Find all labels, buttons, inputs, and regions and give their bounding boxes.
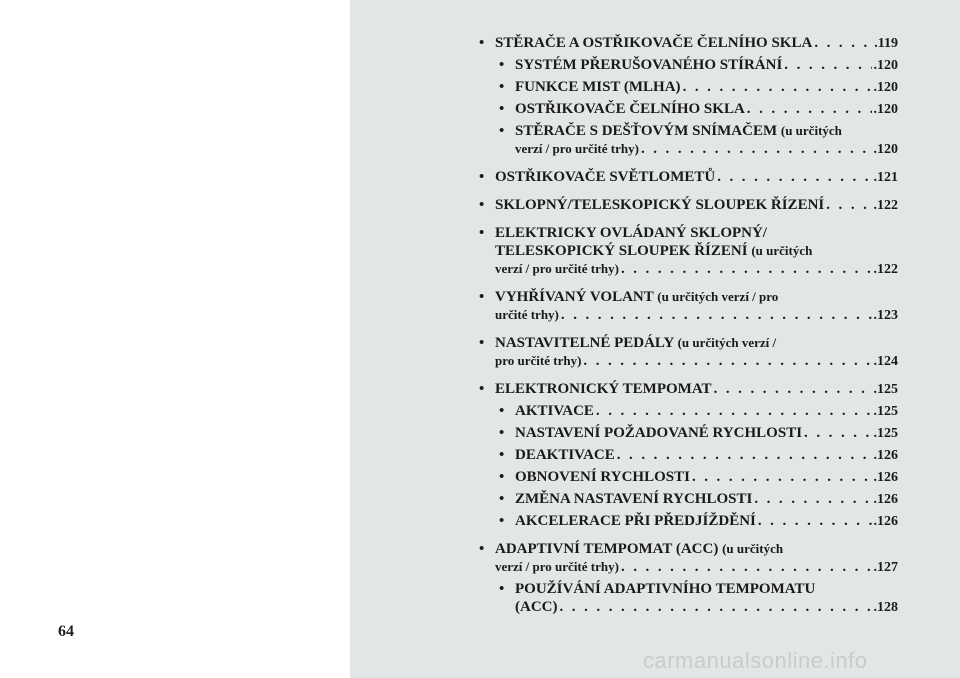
bullet-icon: • xyxy=(499,403,505,419)
bullet-icon: • xyxy=(499,123,505,139)
toc-entry-note: (u určitých verzí / pro xyxy=(657,289,779,304)
toc-entry-title: SKLOPNÝ/TELESKOPICKÝ SLOUPEK ŘÍZENÍ xyxy=(495,197,825,213)
toc-entry-continuation: určité trhy) xyxy=(495,307,559,322)
toc-entry-page: .124 xyxy=(873,354,898,369)
toc-entry-title: NASTAVENÍ POŽADOVANÉ RYCHLOSTI xyxy=(515,425,803,441)
toc-entry-continuation: verzí / pro určité trhy) xyxy=(495,261,619,276)
toc-entry-title: VYHŘÍVANÝ VOLANT xyxy=(495,289,654,305)
dot-leader xyxy=(596,402,872,420)
toc-entry-title: ZMĚNA NASTAVENÍ RYCHLOSTI xyxy=(515,491,753,507)
dot-leader xyxy=(826,196,871,214)
bullet-icon: • xyxy=(499,491,505,507)
toc-entry-title: OSTŘIKOVAČE SVĚTLOMETŮ xyxy=(495,169,716,185)
toc-entry[interactable] xyxy=(499,402,898,421)
dot-leader xyxy=(621,558,872,576)
toc-entry[interactable] xyxy=(499,424,898,443)
toc-entry[interactable] xyxy=(499,122,898,159)
toc-entry-page: .126 xyxy=(873,514,898,529)
toc-entry-page: .121 xyxy=(873,170,898,185)
toc-entry[interactable] xyxy=(479,288,898,325)
bullet-icon: • xyxy=(479,541,485,557)
bullet-icon: • xyxy=(479,225,485,241)
toc-entry-note: (u určitých xyxy=(780,123,842,138)
toc-entry-title-line2: TELESKOPICKÝ SLOUPEK ŘÍZENÍ xyxy=(495,243,748,259)
dot-leader xyxy=(560,598,872,616)
toc-entry-title: ADAPTIVNÍ TEMPOMAT (ACC) xyxy=(495,541,719,557)
toc-entry[interactable] xyxy=(479,34,898,53)
dot-leader xyxy=(754,490,871,508)
bullet-icon: • xyxy=(479,381,485,397)
toc-entry-continuation: verzí / pro určité trhy) xyxy=(495,559,619,574)
toc-entry-title: OBNOVENÍ RYCHLOSTI xyxy=(515,469,690,485)
toc-entry[interactable] xyxy=(499,490,898,509)
toc-entry-page: .126 xyxy=(873,492,898,507)
toc-entry-title: AKTIVACE xyxy=(515,403,594,419)
dot-leader xyxy=(692,468,872,486)
toc-entry-note: (u určitých xyxy=(751,243,813,258)
dot-leader xyxy=(714,380,872,398)
toc-entry-page: .126 xyxy=(873,448,898,463)
bullet-icon: • xyxy=(499,79,505,95)
toc-entry[interactable] xyxy=(499,446,898,465)
dot-leader xyxy=(617,446,872,464)
toc-entry-page: .127 xyxy=(873,560,898,575)
toc-entry[interactable] xyxy=(479,168,898,187)
bullet-icon: • xyxy=(499,447,505,463)
page-number: 64 xyxy=(58,623,74,640)
toc-entry-title: SYSTÉM PŘERUŠOVANÉHO STÍRÁNÍ xyxy=(515,57,783,73)
dot-leader xyxy=(758,512,872,530)
toc-entry-title: DEAKTIVACE xyxy=(515,447,615,463)
left-page-margin xyxy=(0,0,350,678)
toc-entry-page: .119 xyxy=(874,36,898,51)
dot-leader xyxy=(804,424,871,442)
toc-entry-page: .120 xyxy=(873,58,898,73)
toc-entry-note: (u určitých verzí / xyxy=(677,335,777,350)
toc-entry-title: AKCELERACE PŘI PŘEDJÍŽDĚNÍ xyxy=(515,513,756,529)
bullet-icon: • xyxy=(499,425,505,441)
bullet-icon: • xyxy=(479,169,485,185)
toc-entry-page: .125 xyxy=(873,404,898,419)
toc-entry-page: .122 xyxy=(873,262,898,277)
dot-leader xyxy=(683,78,872,96)
toc-entry-note: (u určitých xyxy=(722,541,784,556)
dot-leader xyxy=(621,260,872,278)
toc-entry-page: .126 xyxy=(873,470,898,485)
bullet-icon: • xyxy=(499,513,505,529)
toc-entry[interactable] xyxy=(479,196,898,215)
toc-entry-continuation: (ACC) xyxy=(515,599,558,615)
bullet-icon: • xyxy=(479,335,485,351)
watermark: carmanualsonline.info xyxy=(643,648,868,673)
toc-entry[interactable] xyxy=(479,380,898,399)
bullet-icon: • xyxy=(499,581,505,597)
toc-entry-title: POUŽÍVÁNÍ ADAPTIVNÍHO TEMPOMATU xyxy=(515,581,816,597)
toc-entry[interactable] xyxy=(479,540,898,577)
toc-entry[interactable] xyxy=(499,468,898,487)
bullet-icon: • xyxy=(499,101,505,117)
toc-entry[interactable] xyxy=(499,512,898,531)
dot-leader xyxy=(814,34,872,52)
bullet-icon: • xyxy=(479,289,485,305)
toc-entry[interactable] xyxy=(499,580,898,617)
bullet-icon: • xyxy=(479,35,485,51)
toc-entry-title: STĚRAČE A OSTŘIKOVAČE ČELNÍHO SKLA xyxy=(495,35,813,51)
dot-leader xyxy=(583,352,871,370)
toc-entry[interactable] xyxy=(499,100,898,119)
toc-entry-title: ELEKTRONICKÝ TEMPOMAT xyxy=(495,381,712,397)
dot-leader xyxy=(717,168,871,186)
toc-entry-page: .120 xyxy=(873,102,898,117)
toc-entry-title: NASTAVITELNÉ PEDÁLY xyxy=(495,335,674,351)
toc-entry-page: .128 xyxy=(873,600,898,615)
bullet-icon: • xyxy=(499,469,505,485)
toc-entry-page: .123 xyxy=(873,308,898,323)
toc-entry-page: .120 xyxy=(873,80,898,95)
toc-entry[interactable] xyxy=(499,56,898,75)
dot-leader xyxy=(747,100,872,118)
bullet-icon: • xyxy=(479,197,485,213)
toc-entry-page: .125 xyxy=(873,382,898,397)
toc-entry[interactable] xyxy=(479,224,898,279)
toc-entry-title: ELEKTRICKY OVLÁDANÝ SKLOPNÝ/ xyxy=(495,225,767,241)
toc-entry-page: .125 xyxy=(873,426,898,441)
bullet-icon: • xyxy=(499,57,505,73)
toc-entry-title: STĚRAČE S DEŠŤOVÝM SNÍMAČEM xyxy=(515,123,778,139)
toc-entry-page: .120 xyxy=(873,142,898,157)
dot-leader xyxy=(784,56,871,74)
toc-entry-continuation: pro určité trhy) xyxy=(495,353,582,368)
toc-entry[interactable] xyxy=(479,334,898,371)
toc-entry-title: FUNKCE MIST (MLHA) xyxy=(515,79,681,95)
dot-leader xyxy=(561,306,872,324)
toc-entry-continuation: verzí / pro určité trhy) xyxy=(515,141,639,156)
toc-entry[interactable] xyxy=(499,78,898,97)
toc-entry-title: OSTŘIKOVAČE ČELNÍHO SKLA xyxy=(515,101,745,117)
dot-leader xyxy=(641,140,872,158)
toc-entry-page: .122 xyxy=(873,198,898,213)
table-of-contents xyxy=(479,34,898,620)
